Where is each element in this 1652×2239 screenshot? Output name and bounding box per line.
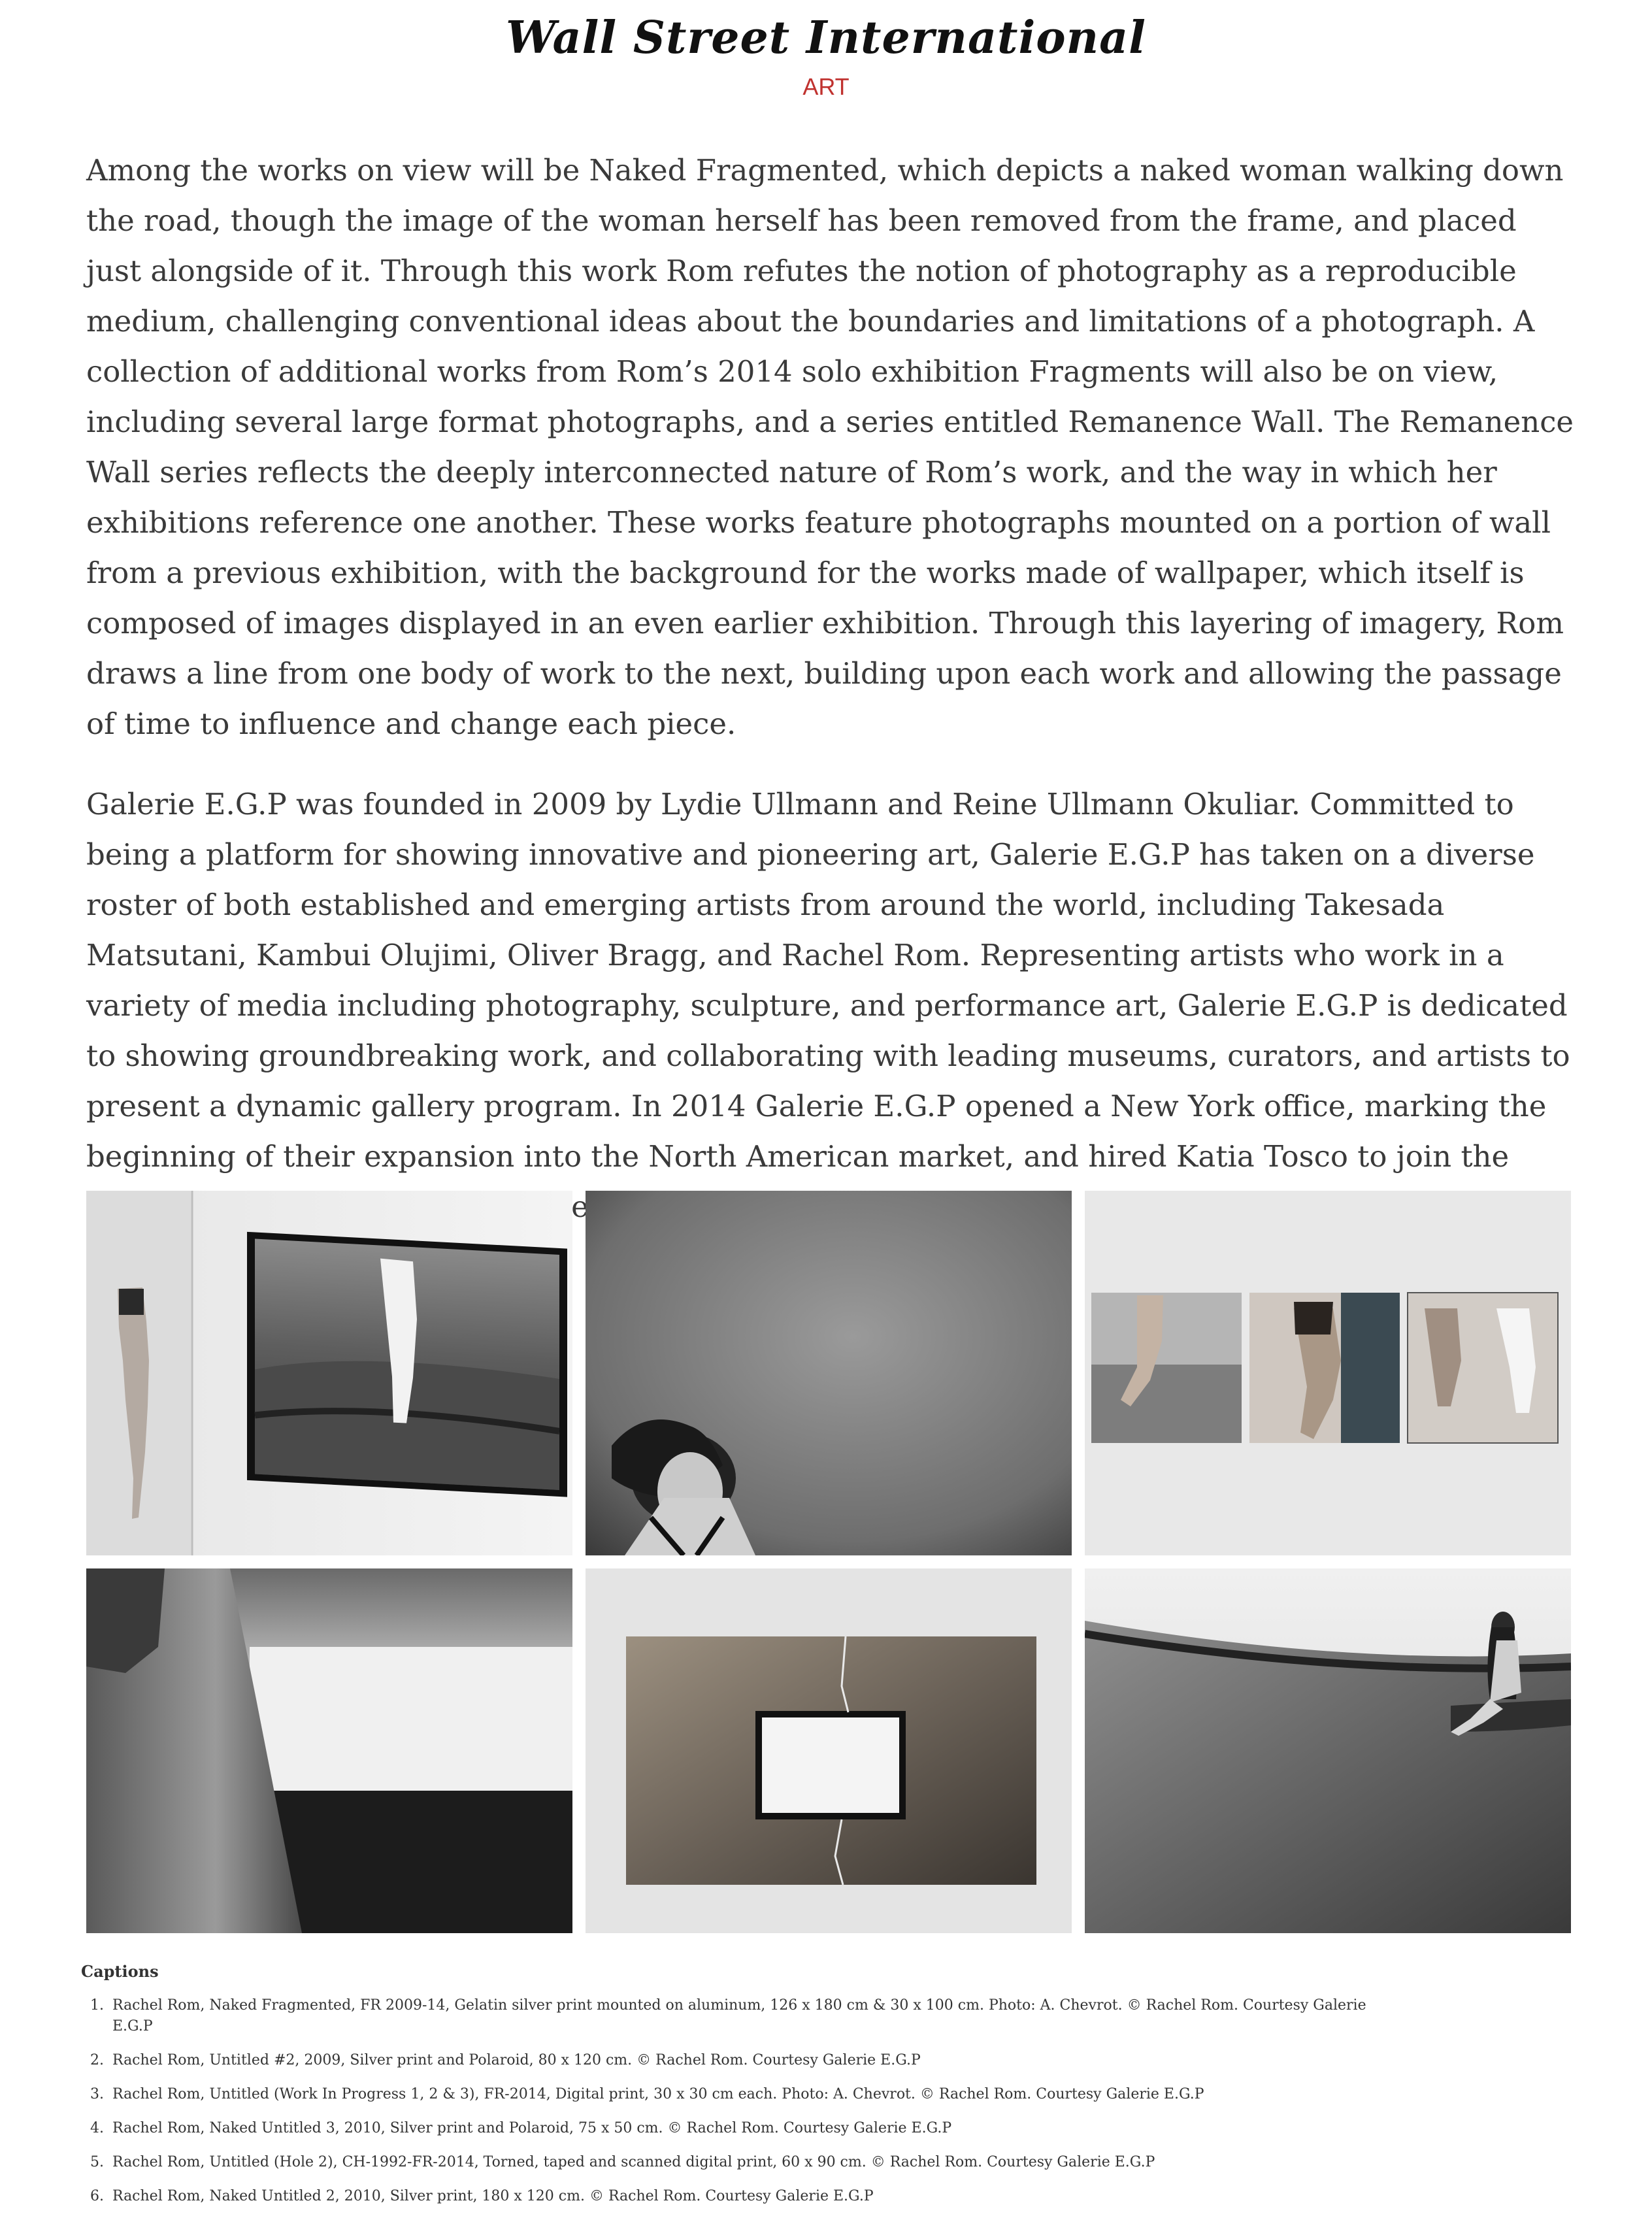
caption-text: Rachel Rom, Untitled (Hole 2), CH-1992-FR-2014, Torned, taped and scanned digital print, 60 x 90 cm. © Rachel Rom. Courtesy Galerie E.G.P [112, 2154, 1155, 2170]
captions-section [81, 1962, 1388, 2220]
article-paragraph: Galerie E.G.P was founded in 2009 by Lydie Ullmann and Reine Ullmann Okuliar. Committed to being a platform for showing innovative and pioneering art, Galerie E.G.P has taken on a diverse roster of both established and emerging artists from around the world, including Takesada Matsutani, Kambui Olujimi, Oliver Bragg, and Rachel Rom. Representing artists who work in a variety of media including photography, sculpture, and performance art, Galerie E.G.P is dedicated to showing groundbreaking work, and collaborating with leading museums, curators, and artists to present a dynamic gallery program. In 2014 Galerie E.G.P opened a New York office, marking the beginning of their expansion into the North American market, and hired Katia Tosco to join the [86, 787, 1570, 1174]
article-paragraph: Among the works on view will be Naked Fragmented, which depicts a naked woman walking down the road, though the image of the woman herself has been removed from the frame, and placed just alongside of it. Through this work Rom refutes the notion of photography as a reproducible medium, challenging conventional ideas about the boundaries and limitations of a photograph. A collection of additional works from Rom’s 2014 solo exhibition Fragments will also be on view, including several large format photographs, and a series entitled Remanence Wall. The Remanence Wall series reflects the deeply interconnected nature of Rom’s work, and the way in which her exhibitions reference one another. These works feature photographs mounted on a portion of wall from a previous exhibition, with the background for the works made of wallpaper, which itself is composed of images displayed in an even earlier exhibition. Through this layering of imagery, Rom draws a line from one body of work to the next, building upon each work and allowing the passage of time to influence and change each piece. [86, 153, 1574, 741]
site-logo-title[interactable]: Wall Street International [506, 12, 1146, 64]
article-body [86, 145, 1576, 1232]
caption-number: 1. [90, 1997, 104, 2014]
naked-untitled-2-image [1085, 1568, 1571, 1933]
caption-text: Rachel Rom, Untitled #2, 2009, Silver print and Polaroid, 80 x 120 cm. © Rachel Rom. Courtesy Galerie E.G.P [112, 2052, 921, 2068]
naked-fragmented-image [86, 1191, 572, 1555]
naked-untitled-3-image [86, 1568, 572, 1933]
caption-number: 3. [90, 2086, 104, 2102]
gallery-photo-4[interactable] [86, 1568, 572, 1933]
gallery-photo-3[interactable] [1085, 1191, 1571, 1555]
caption-item [81, 2050, 1367, 2071]
caption-number: 6. [90, 2188, 104, 2204]
caption-number: 5. [90, 2154, 104, 2170]
caption-item [81, 2152, 1367, 2173]
caption-text: Rachel Rom, Naked Untitled 2, 2010, Silver print, 180 x 120 cm. © Rachel Rom. Courtesy Galerie E.G.P [112, 2188, 874, 2204]
caption-item [81, 2118, 1367, 2139]
untitled-hole-2-image [586, 1568, 1072, 1933]
untitled-2-image [586, 1191, 1072, 1555]
caption-text: Rachel Rom, Naked Untitled 3, 2010, Silver print and Polaroid, 75 x 50 cm. © Rachel Rom. Courtesy Galerie E.G.P [112, 2120, 952, 2136]
caption-text: Rachel Rom, Naked Fragmented, FR 2009-14, Gelatin silver print mounted on aluminum, 126 x 180 cm & 30 x 100 cm. Photo: A. Chevrot. © Rachel Rom. Courtesy Galerie E.G.P [112, 1997, 1366, 2034]
caption-number: 4. [90, 2120, 104, 2136]
caption-number: 2. [90, 2052, 104, 2068]
gallery-photo-2[interactable] [586, 1191, 1072, 1555]
work-in-progress-image [1085, 1191, 1571, 1555]
photo-gallery [86, 1191, 1571, 1933]
gallery-photo-6[interactable] [1085, 1568, 1571, 1933]
caption-item [81, 1995, 1367, 2037]
caption-item [81, 2084, 1367, 2105]
gallery-photo-1[interactable] [86, 1191, 572, 1555]
caption-text: Rachel Rom, Untitled (Work In Progress 1, 2 & 3), FR-2014, Digital print, 30 x 30 cm each. Photo: A. Chevrot. © Rachel Rom. Courtesy Galerie E.G.P [112, 2086, 1204, 2102]
section-label[interactable]: ART [802, 73, 850, 100]
captions-heading: Captions [81, 1962, 159, 1981]
caption-item [81, 2186, 1367, 2207]
gallery-photo-5[interactable] [586, 1568, 1072, 1933]
caption-list [81, 1995, 1388, 2207]
